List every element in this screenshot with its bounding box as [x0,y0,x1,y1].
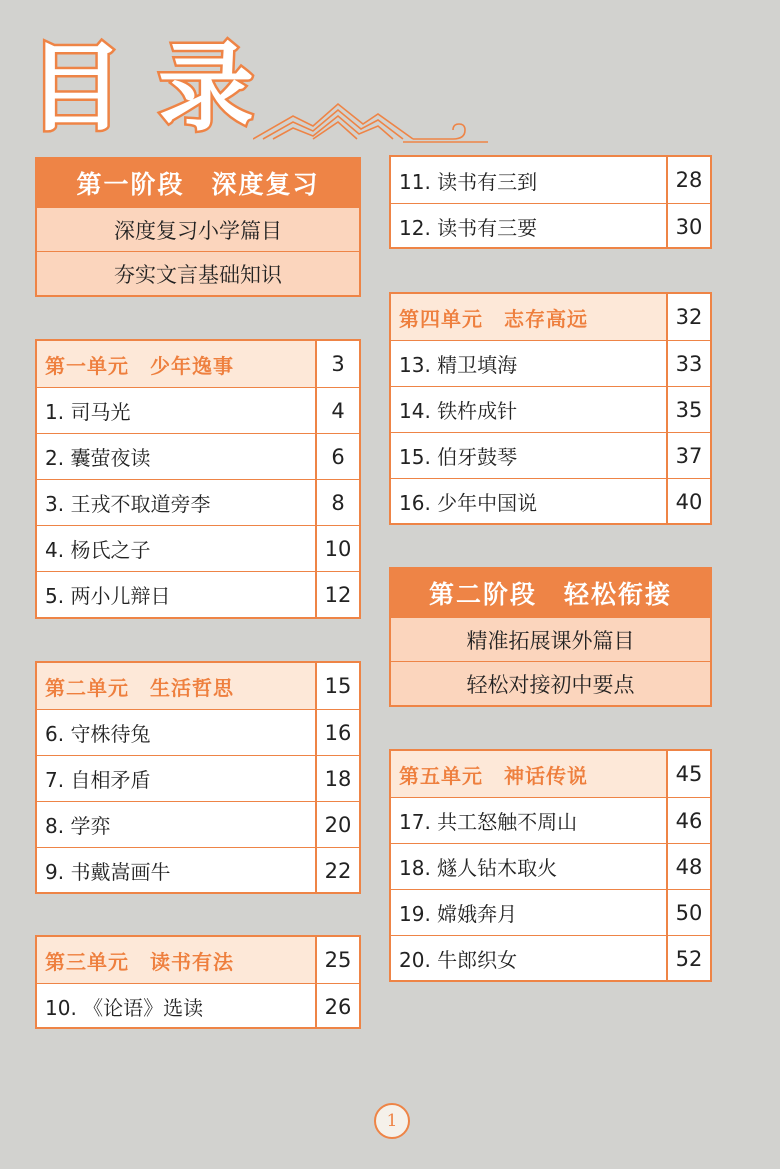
unit-five-box [389,749,712,982]
lesson-title: 19. 嫦娥奔月 [399,902,518,926]
lesson-row[interactable] [37,755,359,801]
unit-heading[interactable] [391,751,710,797]
unit-two-box [35,661,361,894]
lesson-title: 3. 王戎不取道旁李 [45,492,211,516]
page-title [28,32,468,147]
lesson-page: 10 [315,526,359,571]
lesson-page: 33 [666,341,710,386]
lesson-row[interactable] [391,432,710,478]
lesson-page: 6 [315,434,359,479]
lesson-title: 17. 共工怒触不周山 [399,810,578,834]
stage-two-box [389,567,712,707]
stage-two-heading: 第二阶段 轻松衔接 [391,569,710,617]
lesson-page: 48 [666,844,710,889]
unit-heading[interactable] [37,663,359,709]
unit-title: 第二单元 生活哲思 [37,663,315,709]
lesson-title: 1. 司马光 [45,400,131,424]
lesson-title: 16. 少年中国说 [399,491,538,515]
lesson-title: 12. 读书有三要 [399,216,538,240]
lesson-row[interactable] [37,847,359,893]
lesson-title: 13. 精卫填海 [399,353,518,377]
lesson-row[interactable] [37,801,359,847]
lesson-row[interactable] [391,340,710,386]
lesson-row[interactable] [37,387,359,433]
unit-heading[interactable] [37,341,359,387]
lesson-page: 26 [315,984,359,1029]
lesson-page: 8 [315,480,359,525]
unit-title: 第一单元 少年逸事 [37,341,315,387]
lesson-page: 16 [315,710,359,755]
stage-two-item[interactable]: 精准拓展课外篇目 [391,617,710,661]
lesson-title: 9. 书戴嵩画牛 [45,860,171,884]
lesson-row[interactable] [37,525,359,571]
lesson-title: 4. 杨氏之子 [45,538,151,562]
lesson-title: 8. 学弈 [45,814,111,838]
lesson-page: 12 [315,572,359,617]
lesson-page: 22 [315,848,359,893]
lesson-row[interactable] [391,157,710,203]
page-number: 1 [374,1103,410,1139]
lesson-page: 35 [666,387,710,432]
unit-heading[interactable] [37,937,359,983]
unit-page: 45 [666,751,710,797]
unit-three-box [35,935,361,1029]
unit-title: 第五单元 神话传说 [391,751,666,797]
lesson-row[interactable] [37,433,359,479]
lesson-row[interactable] [391,935,710,981]
lesson-page: 46 [666,798,710,843]
lesson-title: 18. 燧人钻木取火 [399,856,558,880]
stage-two-item[interactable]: 轻松对接初中要点 [391,661,710,705]
lesson-row[interactable] [391,843,710,889]
lesson-page: 30 [666,204,710,249]
unit-three-continued-box [389,155,712,249]
lesson-row[interactable] [391,478,710,524]
lesson-title: 5. 两小儿辩日 [45,584,171,608]
mountain-ornament-icon [253,94,493,144]
unit-title: 第三单元 读书有法 [37,937,315,983]
lesson-row[interactable] [391,797,710,843]
lesson-row[interactable] [391,889,710,935]
stage-one-item[interactable]: 深度复习小学篇目 [37,207,359,251]
title-char-lu: 录 [158,32,254,144]
lesson-title: 2. 囊萤夜读 [45,446,151,470]
stage-one-box [35,157,361,297]
unit-one-box [35,339,361,619]
stage-one-heading: 第一阶段 深度复习 [37,159,359,207]
lesson-row[interactable] [37,571,359,617]
lesson-row[interactable] [37,479,359,525]
lesson-title: 15. 伯牙鼓琴 [399,445,518,469]
lesson-page: 50 [666,890,710,935]
unit-title: 第四单元 志存高远 [391,294,666,340]
stage-one-item[interactable]: 夯实文言基础知识 [37,251,359,295]
lesson-page: 4 [315,388,359,433]
lesson-row[interactable] [391,203,710,249]
lesson-title: 14. 铁杵成针 [399,399,518,423]
lesson-title: 10. 《论语》选读 [45,996,204,1020]
lesson-page: 28 [666,157,710,203]
lesson-row[interactable] [37,709,359,755]
lesson-page: 40 [666,479,710,524]
title-char-mu: 目 [28,32,124,144]
lesson-row[interactable] [37,983,359,1029]
unit-page: 25 [315,937,359,983]
unit-page: 32 [666,294,710,340]
lesson-title: 6. 守株待兔 [45,722,151,746]
lesson-title: 11. 读书有三到 [399,169,538,194]
unit-four-box [389,292,712,525]
unit-page: 15 [315,663,359,709]
lesson-page: 18 [315,756,359,801]
lesson-page: 52 [666,936,710,981]
lesson-page: 20 [315,802,359,847]
unit-page: 3 [315,341,359,387]
unit-heading[interactable] [391,294,710,340]
lesson-page: 37 [666,433,710,478]
lesson-row[interactable] [391,386,710,432]
lesson-title: 20. 牛郎织女 [399,948,518,972]
lesson-title: 7. 自相矛盾 [45,768,151,792]
